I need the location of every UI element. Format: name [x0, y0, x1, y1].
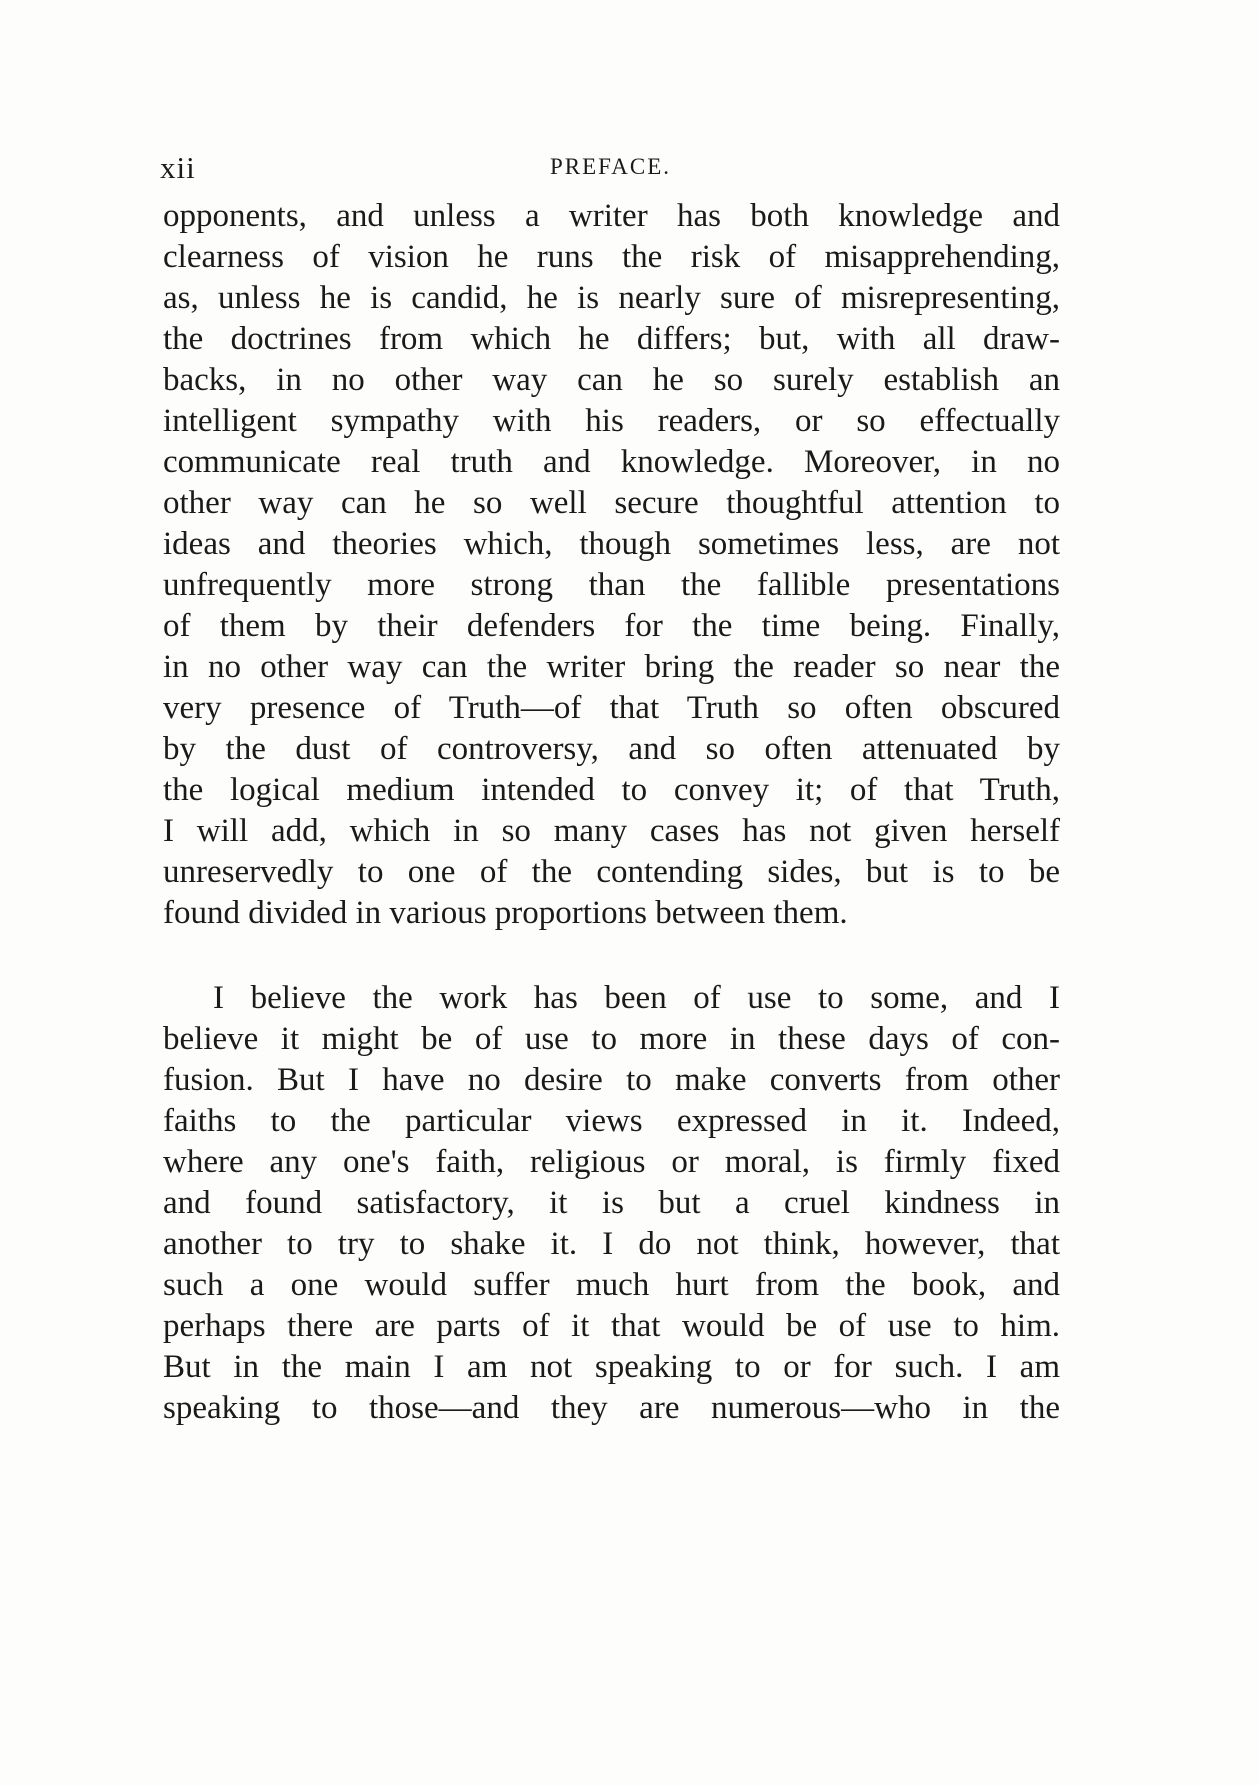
text-line: found divided in various proportions between them.: [163, 895, 848, 931]
text-line: perhaps there are parts of it that would be of use to him.: [163, 1308, 1060, 1344]
text-line: faiths to the particular views expressed in it. Indeed,: [163, 1103, 1060, 1139]
text-line: by the dust of controversy, and so often attenuated by: [163, 731, 1060, 767]
text-line: the logical medium intended to convey it; of that Truth,: [163, 772, 1060, 808]
text-line: clearness of vision he runs the risk of misapprehending,: [163, 239, 1060, 275]
text-line: But in the main I am not speaking to or for such. I am: [163, 1349, 1060, 1385]
page-header: [160, 150, 1060, 190]
text-line: where any one's faith, religious or moral, is firmly fixed: [163, 1144, 1060, 1180]
text-line: backs, in no other way can he so surely establish an: [163, 362, 1060, 398]
text-line: unfrequently more strong than the fallible presentations: [163, 567, 1060, 603]
page-number: xii: [160, 150, 196, 185]
text-line: in no other way can the writer bring the reader so near the: [163, 649, 1060, 685]
text-line: I believe the work has been of use to some, and I: [213, 980, 1060, 1016]
text-line: ideas and theories which, though sometimes less, are not: [163, 526, 1060, 562]
text-line: believe it might be of use to more in these days of con-: [163, 1021, 1060, 1057]
text-line: communicate real truth and knowledge. Moreover, in no: [163, 444, 1060, 480]
text-line: unreservedly to one of the contending sides, but is to be: [163, 854, 1060, 890]
running-title: PREFACE.: [550, 154, 672, 179]
text-line: fusion. But I have no desire to make converts from other: [163, 1062, 1060, 1098]
text-line: other way can he so well secure thoughtful attention to: [163, 485, 1060, 521]
text-line: speaking to those—and they are numerous—who in the: [163, 1390, 1060, 1426]
text-line: I will add, which in so many cases has not given herself: [163, 813, 1060, 849]
text-line: such a one would suffer much hurt from the book, and: [163, 1267, 1060, 1303]
text-line: opponents, and unless a writer has both knowledge and: [163, 198, 1060, 234]
text-line: as, unless he is candid, he is nearly sure of misrepresenting,: [163, 280, 1060, 316]
text-line: intelligent sympathy with his readers, or so effectually: [163, 403, 1060, 439]
text-line: and found satisfactory, it is but a cruel kindness in: [163, 1185, 1060, 1221]
text-line: another to try to shake it. I do not think, however, that: [163, 1226, 1060, 1262]
text-line: the doctrines from which he differs; but, with all draw-: [163, 321, 1060, 357]
text-line: of them by their defenders for the time being. Finally,: [163, 608, 1060, 644]
text-line: very presence of Truth—of that Truth so often obscured: [163, 690, 1060, 726]
